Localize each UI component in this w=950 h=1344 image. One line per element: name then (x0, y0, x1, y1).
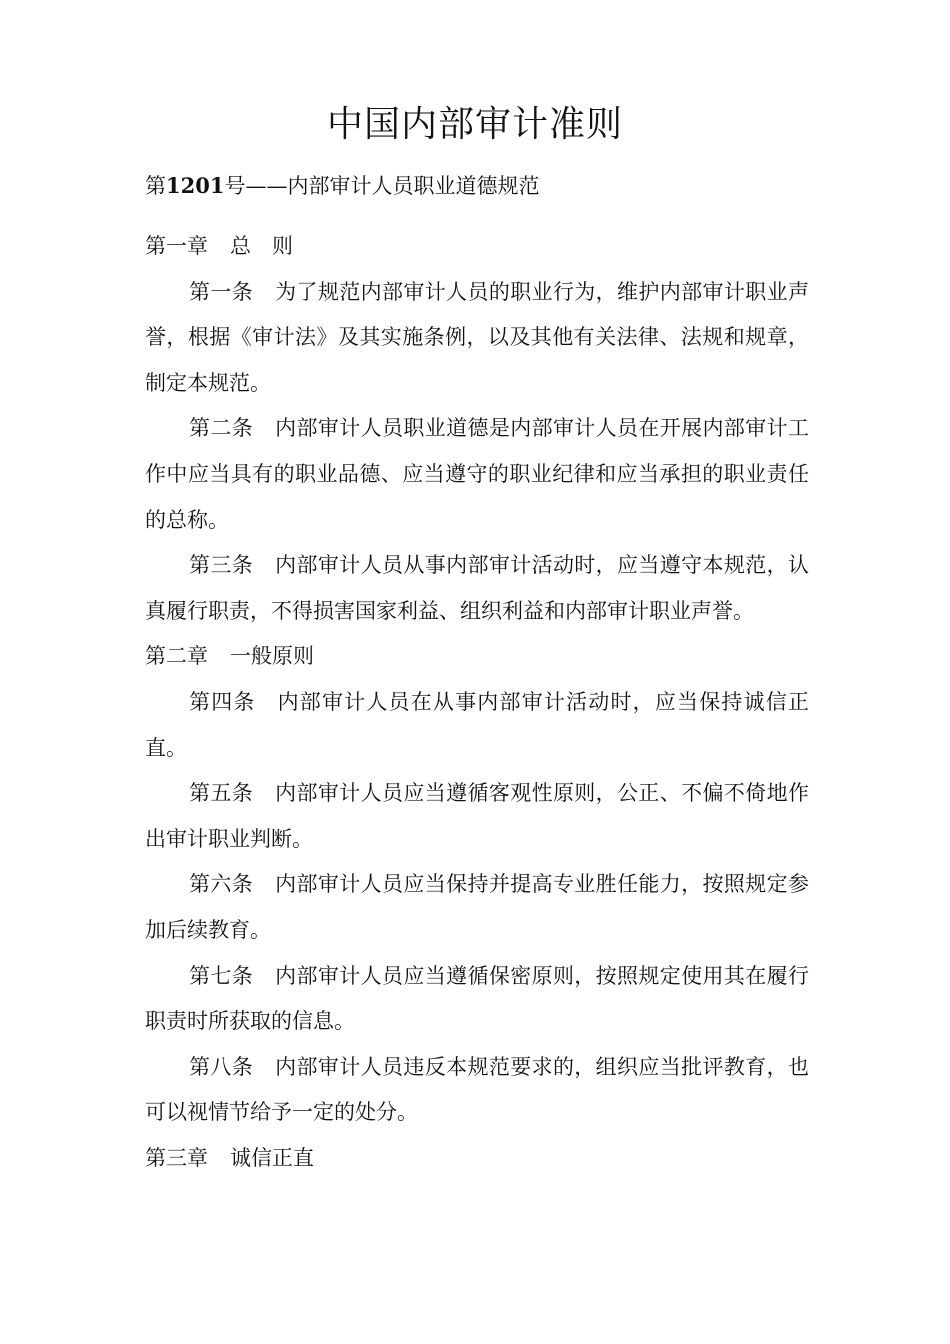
chapter-heading (145, 224, 809, 270)
article-paragraph (145, 771, 809, 862)
article-text: 内部审计人员应当遵循保密原则，按照规定使用其在履行职责时所获取的信息。 (145, 963, 810, 1034)
article-paragraph (145, 543, 809, 634)
article-number: 第三条 (189, 553, 254, 578)
document-body (145, 224, 809, 1181)
article-text: 内部审计人员职业道德是内部审计人员在开展内部审计工作中应当具有的职业品德、应当遵守的职业纪律和应当承担的职业责任的总称。 (145, 416, 810, 532)
article-text: 内部审计人员从事内部审计活动时，应当遵守本规范，认真履行职责，不得损害国家利益、组织利益和内部审计职业声誉。 (145, 553, 810, 623)
article-text: 内部审计人员违反本规范要求的，组织应当批评教育，也可以视情节给予一定的处分。 (145, 1054, 810, 1125)
chapter-heading (145, 634, 809, 680)
chapter-heading (145, 1136, 809, 1182)
article-text: 内部审计人员应当保持并提高专业胜任能力，按照规定参加后续教育。 (145, 872, 810, 942)
article-paragraph (145, 862, 809, 953)
article-number: 第五条 (189, 781, 254, 806)
article-text: 为了规范内部审计人员的职业行为，维护内部审计职业声誉，根据《审计法》及其实施条例，以及其他有关法律、法规和规章，制定本规范。 (145, 279, 810, 395)
standard-subtitle (145, 170, 539, 202)
chapter-number: 第二章 (145, 644, 208, 669)
article-number: 第六条 (189, 872, 254, 897)
article-number: 第八条 (189, 1054, 254, 1079)
article-text: 内部审计人员应当遵循客观性原则，公正、不偏不倚地作出审计职业判断。 (145, 781, 810, 851)
article-paragraph (145, 270, 809, 407)
article-text: 内部审计人员在从事内部审计活动时，应当保持诚信正直。 (145, 689, 809, 760)
subtitle-suffix: 号——内部审计人员职业道德规范 (224, 174, 540, 198)
chapter-title: 总 则 (230, 234, 293, 258)
subtitle-prefix: 第 (145, 174, 166, 198)
chapter-number: 第一章 (145, 234, 208, 258)
document-title: 中国内部审计准则 (326, 104, 623, 145)
article-number: 第七条 (189, 963, 254, 988)
article-paragraph (145, 1045, 809, 1136)
chapter-number: 第三章 (145, 1145, 208, 1170)
standard-number: 1201 (166, 173, 225, 198)
article-number: 第一条 (189, 279, 254, 304)
chapter-title: 诚信正直 (230, 1145, 314, 1170)
chapter-title: 一般原则 (230, 644, 314, 669)
article-paragraph (145, 954, 809, 1045)
article-paragraph (145, 680, 809, 771)
article-paragraph (145, 406, 809, 543)
article-number: 第二条 (189, 416, 254, 441)
article-number: 第四条 (189, 689, 256, 714)
